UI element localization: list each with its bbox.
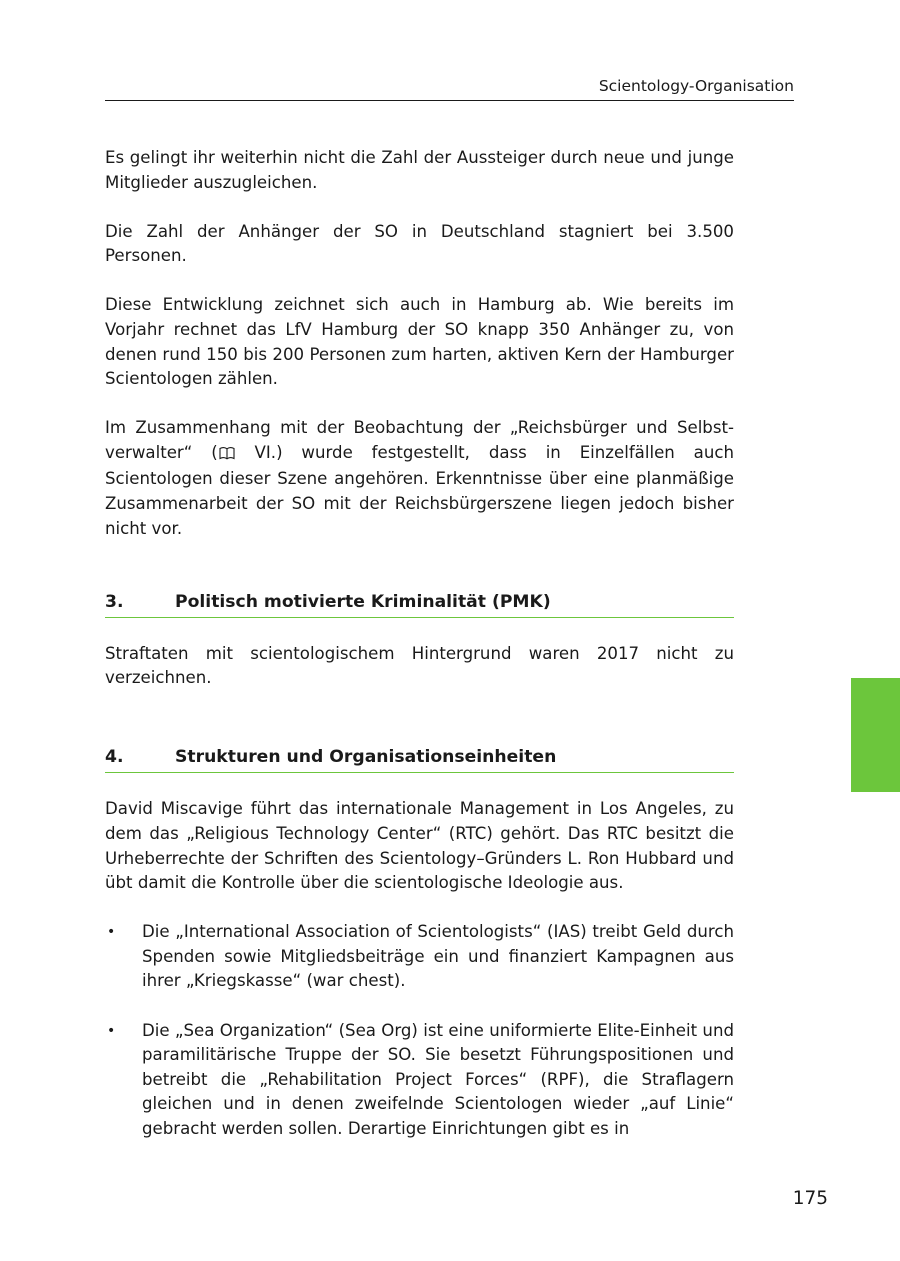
paragraph-miscavige: David Miscavige führt das internationale Management in Los Angeles, zu dem das „Religious Technology Center“ (RTC) gehört. Das RTC besitzt die Urheberrechte der Schriften des Scientology–Gründers L. Ron Hubbard und übt damit die Kontrolle über die scientologische Ideologie aus. [105, 799, 734, 893]
paragraph-reichsbuerger [105, 416, 734, 541]
bullet-text-ias: Die „International Association of Scientologists“ (IAS) treibt Geld durch Spenden sowie Mitgliedsbeiträge ein und finanziert Kampagnen aus ihrer „Kriegskasse“ (war chest). [142, 922, 734, 991]
section-4-title: Strukturen und Organisationseinheiten [175, 747, 557, 768]
running-header-title: Scientology-Organisation [598, 77, 794, 95]
paragraph-anhaenger-deutschland: Die Zahl der Anhänger der SO in Deutschland stagniert bei 3.500 Personen. [105, 221, 734, 266]
paragraph-hamburg: Diese Entwicklung zeichnet sich auch in Hamburg ab. Wie bereits im Vorjahr rechnet das LfV Hamburg der SO knapp 350 Anhänger zu, von denen rund 150 bis 200 Personen zum harten, aktiven Kern der Hamburger Scientologen zählen. [105, 295, 734, 389]
section-3-title: Politisch motivierte Kriminalität (PMK) [175, 591, 551, 612]
main-text [105, 146, 734, 1166]
list-item [105, 920, 734, 994]
header-rule [105, 100, 794, 101]
book-icon [219, 443, 235, 468]
section-3-number: 3. [105, 591, 124, 612]
bullet-list [105, 920, 734, 1141]
paragraph-straftaten: Straftaten mit scientologischem Hintergrund waren 2017 nicht zu verzeichnen. [105, 643, 734, 688]
section-3-heading [105, 590, 734, 618]
bullet-marker: • [107, 1022, 116, 1039]
paragraph-aussteiger: Es gelingt ihr weiterhin nicht die Zahl der Aussteiger durch neue und junge Mitglieder auszugleichen. [105, 148, 734, 192]
section-4-heading [105, 745, 734, 773]
bullet-text-sea-org: Die „Sea Organization“ (Sea Org) ist eine uniformierte Elite-Einheit und paramilitärische Truppe der SO. Sie besetzt Führungspositionen und betreibt die „Rehabilitation Project Forces“ (RPF), die Straflagern gleichen und in denen zweifelnde Scientologen wieder „auf Linie“ gebracht werden sollen. Derartige Einrichtungen gibt es in [142, 1020, 734, 1138]
section-4-number: 4. [105, 747, 124, 768]
chapter-tab-marker [851, 678, 900, 792]
list-item [105, 1019, 734, 1142]
page-number: 175 [792, 1188, 828, 1209]
paragraph-reichsbuerger-part1: Im Zusammenhang mit der Beobachtung der „Reichsbürger und Selbstverwalter“ ( [105, 418, 734, 462]
paragraph-reichsbuerger-part2: VI.) wurde festgestellt, dass in Einzelfällen auch Scientologen dieser Szene angehören. Erkenntnisse über eine planmäßige Zusammenarbeit der SO mit der Reichsbürgerszene liegen jedoch bisher nicht vor. [105, 442, 734, 538]
bullet-marker: • [107, 924, 116, 941]
